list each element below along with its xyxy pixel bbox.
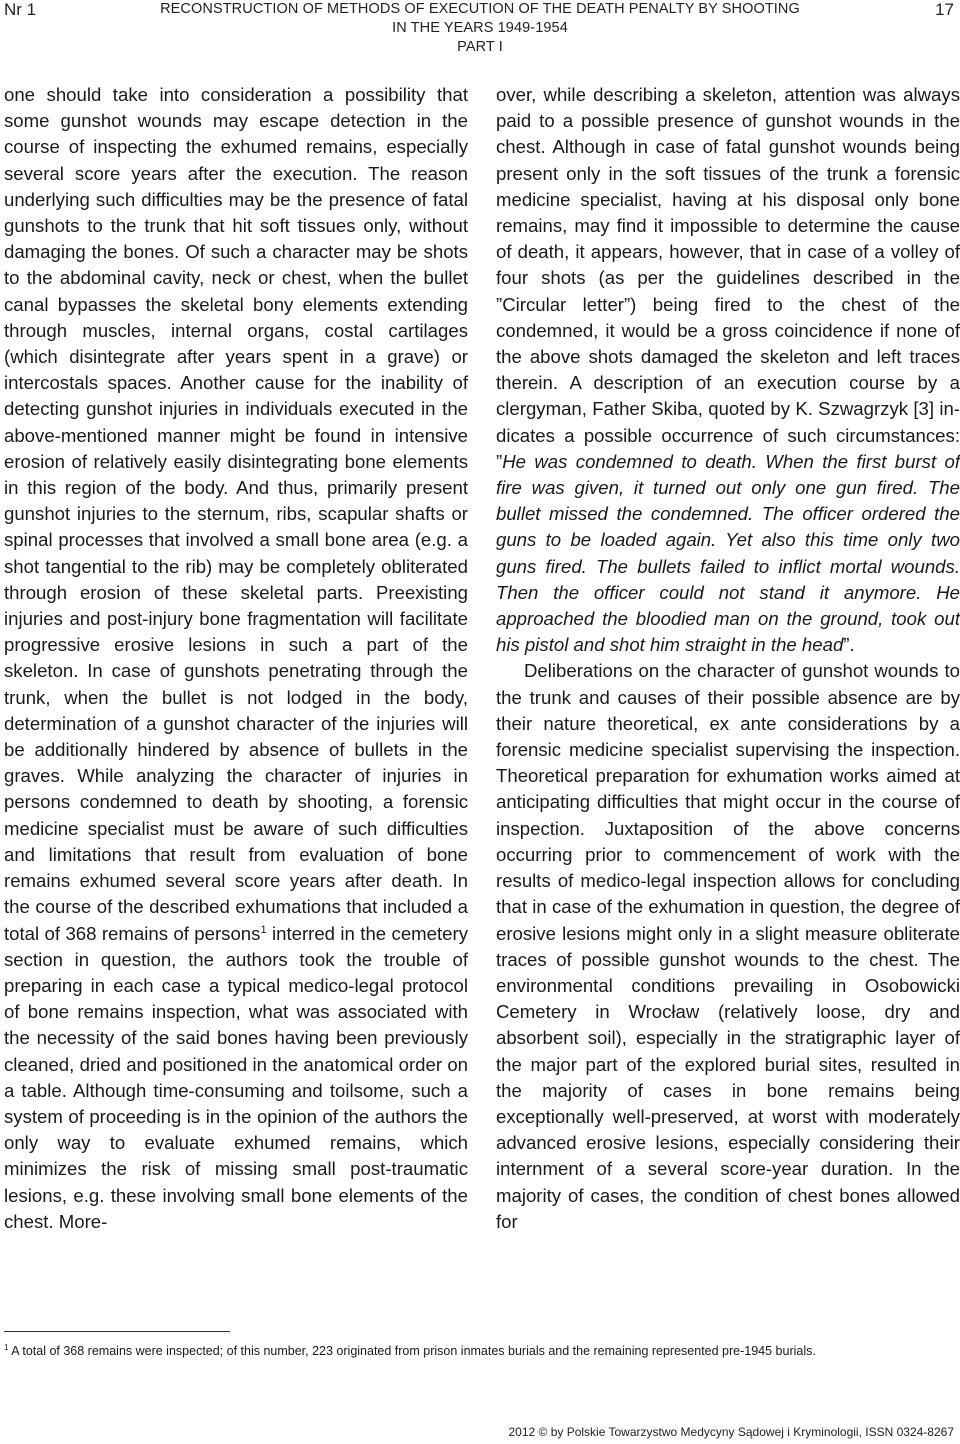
quoted-testimony: He was condemned to death. When the first burst of fire was given, it turned out only one gun fired. The bullet missed the condemned. The officer ordered the guns to be loaded again. Yet also this time only two guns fired. The bullets failed to inflict mortal wounds. Then the officer could not stand it anymore. He approached the bloodied man on the ground, took out his pistol and shot him straight in the head — [496, 450, 960, 656]
left-paragraph-text-b: interred in the cemetery section in question, the authors took the trouble of preparing in each case a typical medico-legal protocol of bone remains inspection, what was associated with the necessity of the said bones having been previously cleaned, dried and positioned in the anatomical order on a table. Although time-consuming and toilsome, such a system of proceeding is in the opinion of the authors the only way to evaluate exhumed remains, which minimizes the risk of missing small post-traumatic lesions, e.g. these involving small bone elements of the chest. More- — [4, 922, 468, 1232]
running-header — [0, 0, 960, 57]
footnote-reference: 1 — [260, 923, 267, 936]
running-header-line1: RECONSTRUCTION OF METHODS OF EXECUTION OF THE DEATH PENALTY BY SHOOTING — [160, 1, 800, 17]
footnote-marker: 1 — [4, 1342, 9, 1352]
right-paragraph-2: Deliberations on the character of gunshot wounds to the trunk and causes of their possible absence are by their nature theoretical, ex ante considerations by a forensic medicine specialist supervising the inspection. Theoretical preparation for exhumation works aimed at anticipating difficulties that might occur in the course of inspection. Juxtaposition of the above concerns occurring prior to commencement of work with the results of medico-legal inspection allows for concluding that in case of the exhumation in question, the degree of erosive lesions might only in a slight measure obliterate traces of possible gunshot wounds to the chest. The environmental conditions prevailing in Osobowicki Cemetery in Wrocław (relatively loose, dry and absorbent soil), especially in the stratigraphic layer of the major part of the explored burial sites, resulted in the majority of cases in bone remains being exceptionally well-preserved, at worst with moderately advanced erosive lesions, especially considering their internment of a several score-year duration. In the majority of cases, the condition of chest bones allowed for — [496, 660, 960, 1232]
copyright-icon: © — [538, 1425, 548, 1439]
page-number: 17 — [935, 0, 954, 19]
footer-publisher: by Polskie Towarzystwo Medycyny Sądowej i Kryminologii, ISSN 0324-8267 — [547, 1425, 954, 1439]
footnote-rule — [4, 1331, 230, 1332]
running-header-line2: IN THE YEARS 1949-1954 — [392, 20, 568, 36]
left-column — [4, 82, 468, 1235]
footer-year: 2012 — [508, 1425, 536, 1439]
issue-number: Nr 1 — [4, 0, 37, 19]
page-footer — [0, 1425, 954, 1439]
footnote-text: A total of 368 remains were inspected; of this number, 223 originated from prison inmates burials and the remaining represented pre-1945 burials. — [8, 1344, 816, 1358]
right-column — [496, 82, 960, 1235]
left-paragraph — [4, 82, 468, 1235]
right-paragraph-1-text: over, while describing a skeleton, attention was always paid to a possible presence of gunshot wounds in the chest. Although in case of fatal gunshot wounds being present only in the soft tissues of the trunk a forensic medicine specialist, having at his disposal only bone remains, may find it impossible to determine the cause of death, it appears, however, that in case of a volley of four shots (as per the guidelines described in the ”Circular letter”) being fired to the chest of the condemned, it would be a gross coincidence if none of the above shots damaged the skeleton and left traces therein. A description of an execution course by a clergyman, Father Skiba, quoted by K. Szwagrzyk [3] indicates a possible occurrence of such circumstances: ” — [496, 84, 960, 472]
quote-closing: ”. — [843, 634, 855, 656]
footnote — [4, 1343, 956, 1359]
left-paragraph-text-a: one should take into consideration a possibility that some gunshot wounds may escape detection in the course of inspecting the exhumed remains, especially several score years after the execution. The reason underlying such difficulties may be the presence of fatal gunshots to the trunk that hit soft tissues only, without damaging the bones. Of such a character may be shots to the abdominal cavity, neck or chest, when the bullet canal bypasses the skeletal bony elements extending through muscles, internal organs, costal cartilages (which disintegrate after years spent in a grave) or intercostals spaces. Another cause for the inability of detecting gunshot injuries in individuals executed in the above-mentioned manner might be found in intensive erosion of relatively easily disintegrating bone elements in this region of the body. And thus, primarily present gunshot injuries to the sternum, ribs, scapular shafts or spinal processes that involved a small bone area (e.g. a shot tangential to the rib) may be completely obliterated through erosion of these skeletal parts. Preexisting injuries and post-injury bone fragmentation will facilitate progressive erosive lesions in such a part of the skeleton. In case of gunshots penetrating through the trunk, when the bullet is not lodged in the body, determination of a gunshot character of the injuries will be additionally hindered by absence of bullets in the graves. While analyzing the character of injuries in persons condemned to death by shooting, a forensic medicine specialist must be aware of such difficulties and limitations that result from evaluation of bone remains exhumed several score years after death. In the course of the described exhumations that included a total of 368 remains of persons — [4, 84, 468, 944]
running-header-line3: PART I — [457, 39, 503, 55]
right-paragraph-1 — [496, 82, 960, 658]
